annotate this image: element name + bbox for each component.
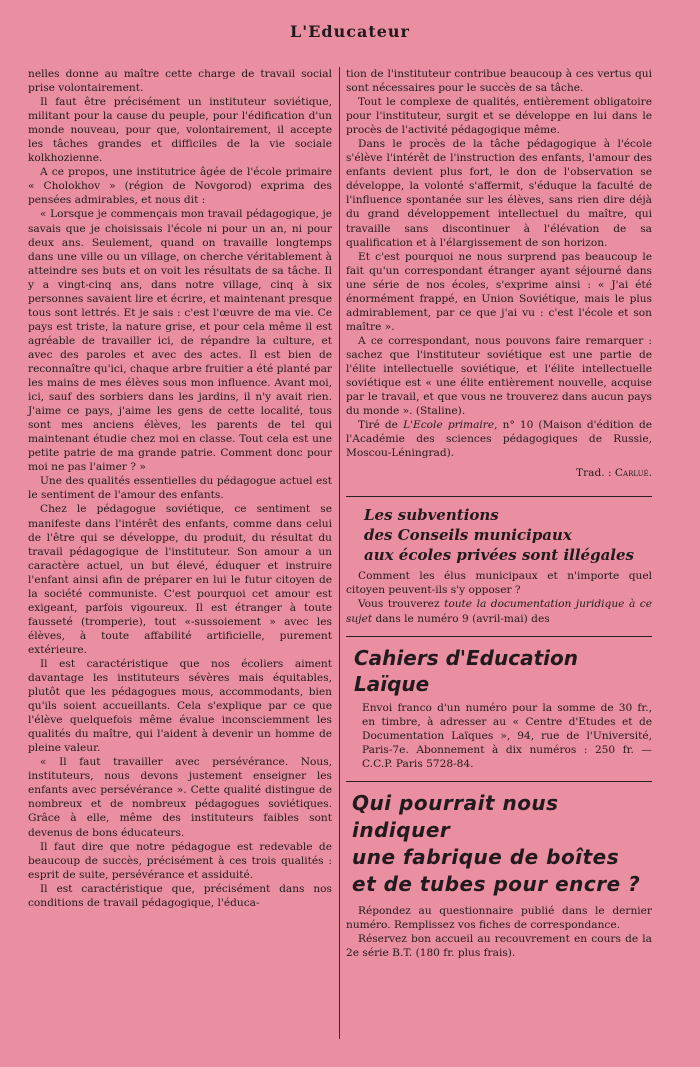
fabrique-notice (346, 790, 652, 960)
title-line: des Conseils municipaux (364, 526, 572, 545)
source-details: , n° 10 (Maison d'édition de l'Académie des sciences pédagogiques de Russie, Moscou-Léningrad). (346, 419, 652, 460)
signature-label: Trad. : (576, 467, 615, 480)
title-line: Qui pourrait nous indiquer (352, 790, 559, 842)
paragraph: A ce correspondant, nous pouvons faire remarquer : sachez que l'instituteur soviétique est une partie de l'élite intellectuelle soviétique, et l'élite intellectuelle soviétique est « une élite entièrement nouvelle, acquise par le travail, et que vous ne trouverez dans aucun pays du monde ». (Staline). (346, 334, 652, 418)
paragraph: Il faut dire que notre pédagogue est redevable de beaucoup de succès, précisément à ces trois qualités : esprit de suite, persévérance et assiduité. (28, 840, 332, 881)
divider (346, 496, 652, 497)
text-part: Vous trouverez (358, 598, 445, 611)
fabrique-text: Réservez bon accueil au recouvrement en cours de la 2e série B.T. (180 fr. plus frais). (346, 932, 652, 959)
source-citation (346, 418, 652, 460)
title-line: aux écoles privées sont illégales (364, 546, 634, 565)
fabrique-text: Répondez au questionnaire publié dans le dernier numéro. Remplissez vos fiches de correspondance. (346, 904, 652, 931)
page-header: L'Educateur (290, 22, 410, 41)
paragraph: nelles donne au maître cette charge de travail social prise volontairement. (28, 68, 332, 95)
paragraph: Et c'est pourquoi ne nous surprend pas beaucoup le fait qu'un correspondant étranger ayant séjourné dans une série de nos écoles, s'exprime ainsi : « J'ai été énormément frappé, en Union Soviétique, mais le plus admirablement, par ce que j'ai vu : c'est l'école et son maître ». (346, 250, 652, 333)
cahiers-notice (346, 645, 652, 771)
right-column (346, 67, 652, 960)
title-line: une fabrique de boîtes (352, 844, 620, 869)
subventions-text (346, 597, 652, 625)
paragraph: Tout le complexe de qualités, entièrement obligatoire pour l'instituteur, surgit et se développe en lui dans le procès de l'activité pédagogique même. (346, 96, 652, 137)
title-line: Les subventions (364, 506, 499, 525)
cahiers-title: Cahiers d'Education Laïque (354, 645, 578, 696)
text-part: dans le numéro 9 (avril-mai) des (372, 612, 550, 625)
paragraph: tion de l'instituteur contribue beaucoup à ces vertus qui sont nécessaires pour le succès de sa tâche. (346, 68, 652, 95)
source-prefix: Tiré de (358, 419, 404, 432)
subventions-title (364, 505, 652, 565)
paragraph: Il faut être précisément un instituteur soviétique, militant pour la cause du peuple, pour l'édification d'un monde nouveau, pour que, volontairement, il accepte les tâches grandes et difficiles de la vie sociale kolkhozienne. (28, 96, 332, 165)
fabrique-title (352, 790, 652, 898)
paragraph: A ce propos, une institutrice âgée de l'école primaire « Cholokhov » (région de Novgorod) exprima des pensées admirables, et nous dit : (28, 166, 332, 207)
paragraph: Dans le procès de la tâche pédagogique à l'école s'élève l'intérêt de l'instruction des enfants, l'amour des enfants devient plus fort, le don de l'observation se développe, la volonté s'affermit, s'éduque la faculté de l'influence spontanée sur les élèves, sans rien dire déjà du grand développement intellectuel du maître, qui travaille sans discontinuer à l'élévation de sa qualification et à l'élargissement de son horizon. (346, 138, 652, 249)
quote-paragraph: « Lorsque je commençais mon travail pédagogique, je savais que je choisissais l'école ni pour un an, ni pour deux ans. Seulement, quand on travaille longtemps dans une ville ou un village, on cherche véritablement à atteindre ses buts et on voit les résultats de sa tâche. Il y a vingt-cinq ans, dans notre village, cinq à six personnes savaient lire et écrire, et maintenant presque tous sont lettrés. Et je sais : c'est l'œuvre de ma vie. Ce pays est triste, la nature grise, et pour cela même il est agréable de travailler ici, de répandre la culture, et avec des paroles et avec des actes. Il est bien de reconnaître qu'ici, chaque arbre fruitier a été planté par les mains de mes élèves sous mon influence. Avant moi, ici, sauf des sorbiers dans les jardins, il n'y avait rien. J'aime ce pays, j'aime les gens de cette localité, tous sont mes anciens élèves, les parents de tel qui maintenant étudie chez moi en classe. Tout cela est une petite patrie de ma grande patrie. Comment donc pour moi ne pas l'aimer ? » (28, 208, 332, 474)
paragraph: Il est caractéristique que, précisément dans nos conditions de travail pédagogique, l'éduca- (28, 882, 332, 909)
translator-signature (346, 466, 652, 480)
column-divider (339, 67, 340, 1039)
paragraph: Une des qualités essentielles du pédagogue actuel est le sentiment de l'amour des enfants. (28, 475, 332, 502)
paragraph: « Il faut travailler avec persévérance. Nous, instituteurs, nous devons justement enseigner les enfants avec persévérance ». Cette qualité distingue de nombreux et de nombreux pédagogues soviétiques. Grâce à elle, même des instituteurs faibles sont devenus de bons éducateurs. (28, 756, 332, 839)
text-emphasis: toute la documentation juridique à ce sujet (346, 598, 652, 625)
paragraph: Chez le pédagogue soviétique, ce sentiment se manifeste dans l'intérêt des enfants, comme dans celui de l'être qui se développe, du produit, du résultat du travail pédagogique de l'instituteur. Son amour a un caractère actuel, un but élevé, éduquer et instruire l'enfant ainsi afin de préparer en lui le futur citoyen de la société communiste. C'est pourquoi cet amour est exigeant, parfois vigoureux. Il est étranger à toute fausseté (tromperie), tout «-sussoiement » avec les élèves, à toute affabilité artificielle, purement extérieure. (28, 503, 332, 656)
divider (346, 636, 652, 637)
source-title: L'Ecole primaire (403, 419, 495, 432)
cahiers-text: Envoi franco d'un numéro pour la somme de 30 fr., en timbre, à adresser au « Centre d'Etudes et de Documentation Laïques », 94, rue de l'Université, Paris-7e. Abonnement à dix numéros : 250 fr. — C.C.P. Paris 5728-84. (362, 701, 652, 770)
title-line: et de tubes pour encre ? (352, 871, 641, 896)
left-column (28, 67, 332, 910)
translator-name: Carlué. (614, 467, 652, 480)
paragraph: Il est caractéristique que nos écoliers aiment davantage les instituteurs sévères mais équitables, plutôt que les pédagogues mous, accommodants, bien qu'ils soient accueillants. Cela s'explique par ce que l'élève quelquefois même évalue inconsciemment les qualités du maître, qui l'aident à devenir un homme de pleine valeur. (28, 657, 332, 755)
divider (346, 781, 652, 782)
subventions-text: Comment les élus municipaux et n'importe quel citoyen peuvent-ils s'y opposer ? (346, 570, 652, 597)
subventions-notice (346, 505, 652, 625)
